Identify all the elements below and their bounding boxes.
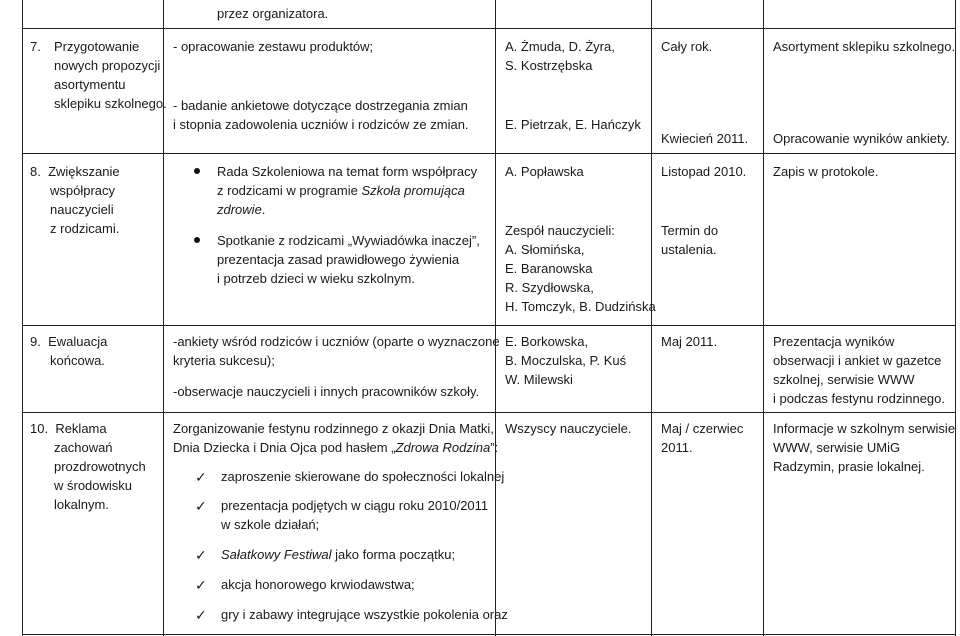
list-item: Rada Szkoleniowa na temat form współpracy z rodzicami w programie Szkoła promująca zdrowie. [188,162,480,219]
row-10-actions: Zorganizowanie festynu rodzinnego z okazji Dnia Matki, Dnia Dziecka i Dnia Ojca pod hasłem „Zdrowa Rodzina”: ✓ zaproszenie skierowane do społeczności lokalnej ✓ prezentacja podjętych w ciągu roku 2010/2011 w szkole działań; ✓ Sałatkowy Festiwal jako forma początku; ✓ akcja honorowego krwiodawstwa; ✓ gry i zabawy integrujące wszystkie pokolenia oraz [173,421,508,623]
list-item: ✓ gry i zabawy integrujące wszystkie pokolenia oraz [195,607,508,623]
checkmark-icon: ✓ [195,577,207,593]
row-9-term: Maj 2011. [661,334,718,349]
row-border-bottom [22,634,956,635]
list-item: Spotkanie z rodzicami „Wywiadówka inaczej”, prezentacja zasad prawidłowego żywienia i potrzeb dzieci w wieku szkolnym. [188,231,480,288]
row-border-top [22,28,956,29]
top-fragment-text: przez organizatora. [217,6,329,21]
list-item: ✓ akcja honorowego krwiodawstwa; [195,577,415,593]
row-border-7 [22,153,956,154]
row-8-bullet-list [188,162,480,288]
row-7-term: Cały rok. Kwiecień 2011. [661,39,749,146]
row-7-task: Przygotowanie nowych propozycji asortymentu sklepiku szkolnego. [54,39,167,111]
row-7-result: Asortyment sklepiku szkolnego. Opracowanie wyników ankiety. [773,39,956,146]
row-8-result: Zapis w protokole. [773,164,879,179]
column-border-term [763,0,764,636]
row-9-result: Prezentacja wyników obserwacji i ankiet w gazetce szkolnej, serwisie WWW i podczas festynu rodzinnego. [773,334,945,406]
row-9-people: E. Borkowska, B. Moczulska, P. Kuś W. Milewski [505,334,627,387]
row-7-people: A. Żmuda, D. Żyra, S. Kostrzębska E. Pietrzak, E. Hańczyk [505,39,641,132]
list-item: ✓ zaproszenie skierowane do społeczności lokalnej [195,469,505,485]
row-10-result: Informacje w szkolnym serwisie WWW, serwisie UMiG Radzymin, prasie lokalnej. [773,421,956,474]
bullet-icon [194,168,200,174]
row-10-people: Wszyscy nauczyciele. [505,421,632,436]
row-8-people: A. Popławska Zespół nauczycieli: A. Słomińska, E. Baranowska R. Szydłowska, H. Tomczyk, B. Dudzińska [505,164,656,314]
row-9-actions: -ankiety wśród rodziców i uczniów (oparte o wyznaczone kryteria sukcesu); -obserwacje nauczycieli i innych pracowników szkoły. [173,334,500,399]
row-8-task: 8. Zwiększanie współpracy nauczycieli z rodzicami. [30,164,120,236]
bullet-icon [194,237,200,243]
row-9-task: 9. Ewaluacja końcowa. [30,334,108,368]
row-8-actions [188,162,480,288]
top-fragment [217,4,328,23]
row-8-term: Listopad 2010. Termin do ustalenia. [661,164,747,257]
row-10-task: 10. Reklama zachowań prozdrowotnych w środowisku lokalnym. [30,421,146,512]
row-10-term: Maj / czerwiec 2011. [661,421,744,455]
checkmark-icon: ✓ [195,547,207,563]
row-7-number: 7. [30,39,41,54]
row-border-9 [22,412,956,413]
checkmark-icon: ✓ [195,498,207,514]
row-border-8 [22,325,956,326]
checkmark-icon: ✓ [195,607,207,623]
column-border-right [955,0,956,636]
column-border-left [22,0,23,636]
checkmark-icon: ✓ [195,469,207,485]
row-7-actions: - opracowanie zestawu produktów; - badanie ankietowe dotyczące dostrzegania zmian i stopnia zadowolenia uczniów i rodziców ze zmian. [173,39,469,132]
list-item: ✓ prezentacja podjętych w ciągu roku 2010/2011 w szkole działań; [195,498,489,532]
row-10-check-list [173,467,508,624]
list-item: ✓ Sałatkowy Festiwal jako forma początku; [195,547,456,563]
column-border-people [651,0,652,636]
